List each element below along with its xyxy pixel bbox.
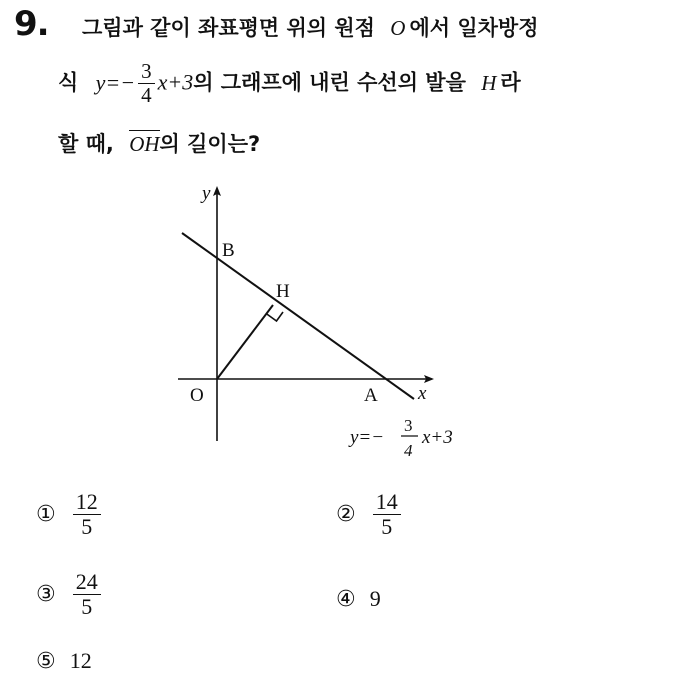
- question-text: 식: [58, 70, 79, 95]
- choice-value: 12: [69, 648, 92, 673]
- choice-fraction: [73, 570, 101, 619]
- choice-1[interactable]: [36, 490, 104, 539]
- coordinate-graph: [170, 175, 490, 475]
- question-text: 그림과 같이 좌표평면 위의 원점: [82, 16, 375, 40]
- fraction-numerator: 3: [138, 60, 155, 84]
- choice-mark: ②: [336, 502, 356, 528]
- choice-fraction: [373, 490, 401, 539]
- fraction-denominator: 5: [381, 514, 393, 540]
- fraction-denominator: 5: [81, 594, 93, 620]
- equation-rhs: x+3: [157, 69, 194, 95]
- fraction-numerator: 14: [373, 490, 401, 515]
- choice-3[interactable]: [36, 570, 104, 619]
- right-angle-mark: [267, 312, 283, 321]
- fraction-denominator: 5: [81, 514, 93, 540]
- fraction-denominator: 4: [141, 83, 152, 108]
- question-line-3: [58, 128, 260, 158]
- choice-value: 9: [369, 586, 381, 611]
- question-text: 의 길이는?: [159, 132, 261, 156]
- segment-oh-line: [217, 305, 273, 379]
- y-axis-label: y: [202, 183, 211, 204]
- line-label-rhs: x+3: [422, 427, 453, 448]
- line-label-denominator: 4: [404, 441, 413, 460]
- question-line-1: [82, 12, 538, 42]
- point-b-label: B: [222, 240, 235, 261]
- choice-mark: ①: [36, 502, 56, 528]
- choice-mark: ⑤: [36, 648, 56, 674]
- foot-symbol: H: [481, 70, 497, 95]
- x-axis-label: x: [418, 383, 427, 404]
- choice-4[interactable]: [336, 586, 381, 612]
- choice-2[interactable]: [336, 490, 404, 539]
- question-text: 라: [500, 70, 521, 95]
- choice-mark: ③: [36, 582, 56, 608]
- fraction-numerator: 12: [73, 490, 101, 515]
- equation-lhs: y=−: [95, 69, 136, 95]
- question-number: 9.: [14, 4, 49, 44]
- choice-mark: ④: [336, 586, 356, 612]
- line-label-numerator: 3: [404, 416, 413, 435]
- origin-symbol: O: [390, 16, 406, 40]
- equation-fraction: [138, 60, 155, 107]
- choice-fraction: [73, 490, 101, 539]
- point-h-label: H: [276, 281, 290, 302]
- question-text: 의 그래프에 내린 수선의 발을: [193, 70, 466, 95]
- question-line-2: [58, 60, 521, 107]
- segment-oh: OH: [129, 132, 160, 156]
- fraction-numerator: 24: [73, 570, 101, 595]
- question-text: 에서 일차방정: [409, 16, 539, 40]
- choice-5[interactable]: [36, 648, 92, 674]
- line-label-lhs: y=−: [350, 427, 385, 448]
- origin-label: O: [190, 385, 204, 406]
- question-text: 할 때,: [58, 132, 114, 156]
- point-a-label: A: [364, 385, 378, 406]
